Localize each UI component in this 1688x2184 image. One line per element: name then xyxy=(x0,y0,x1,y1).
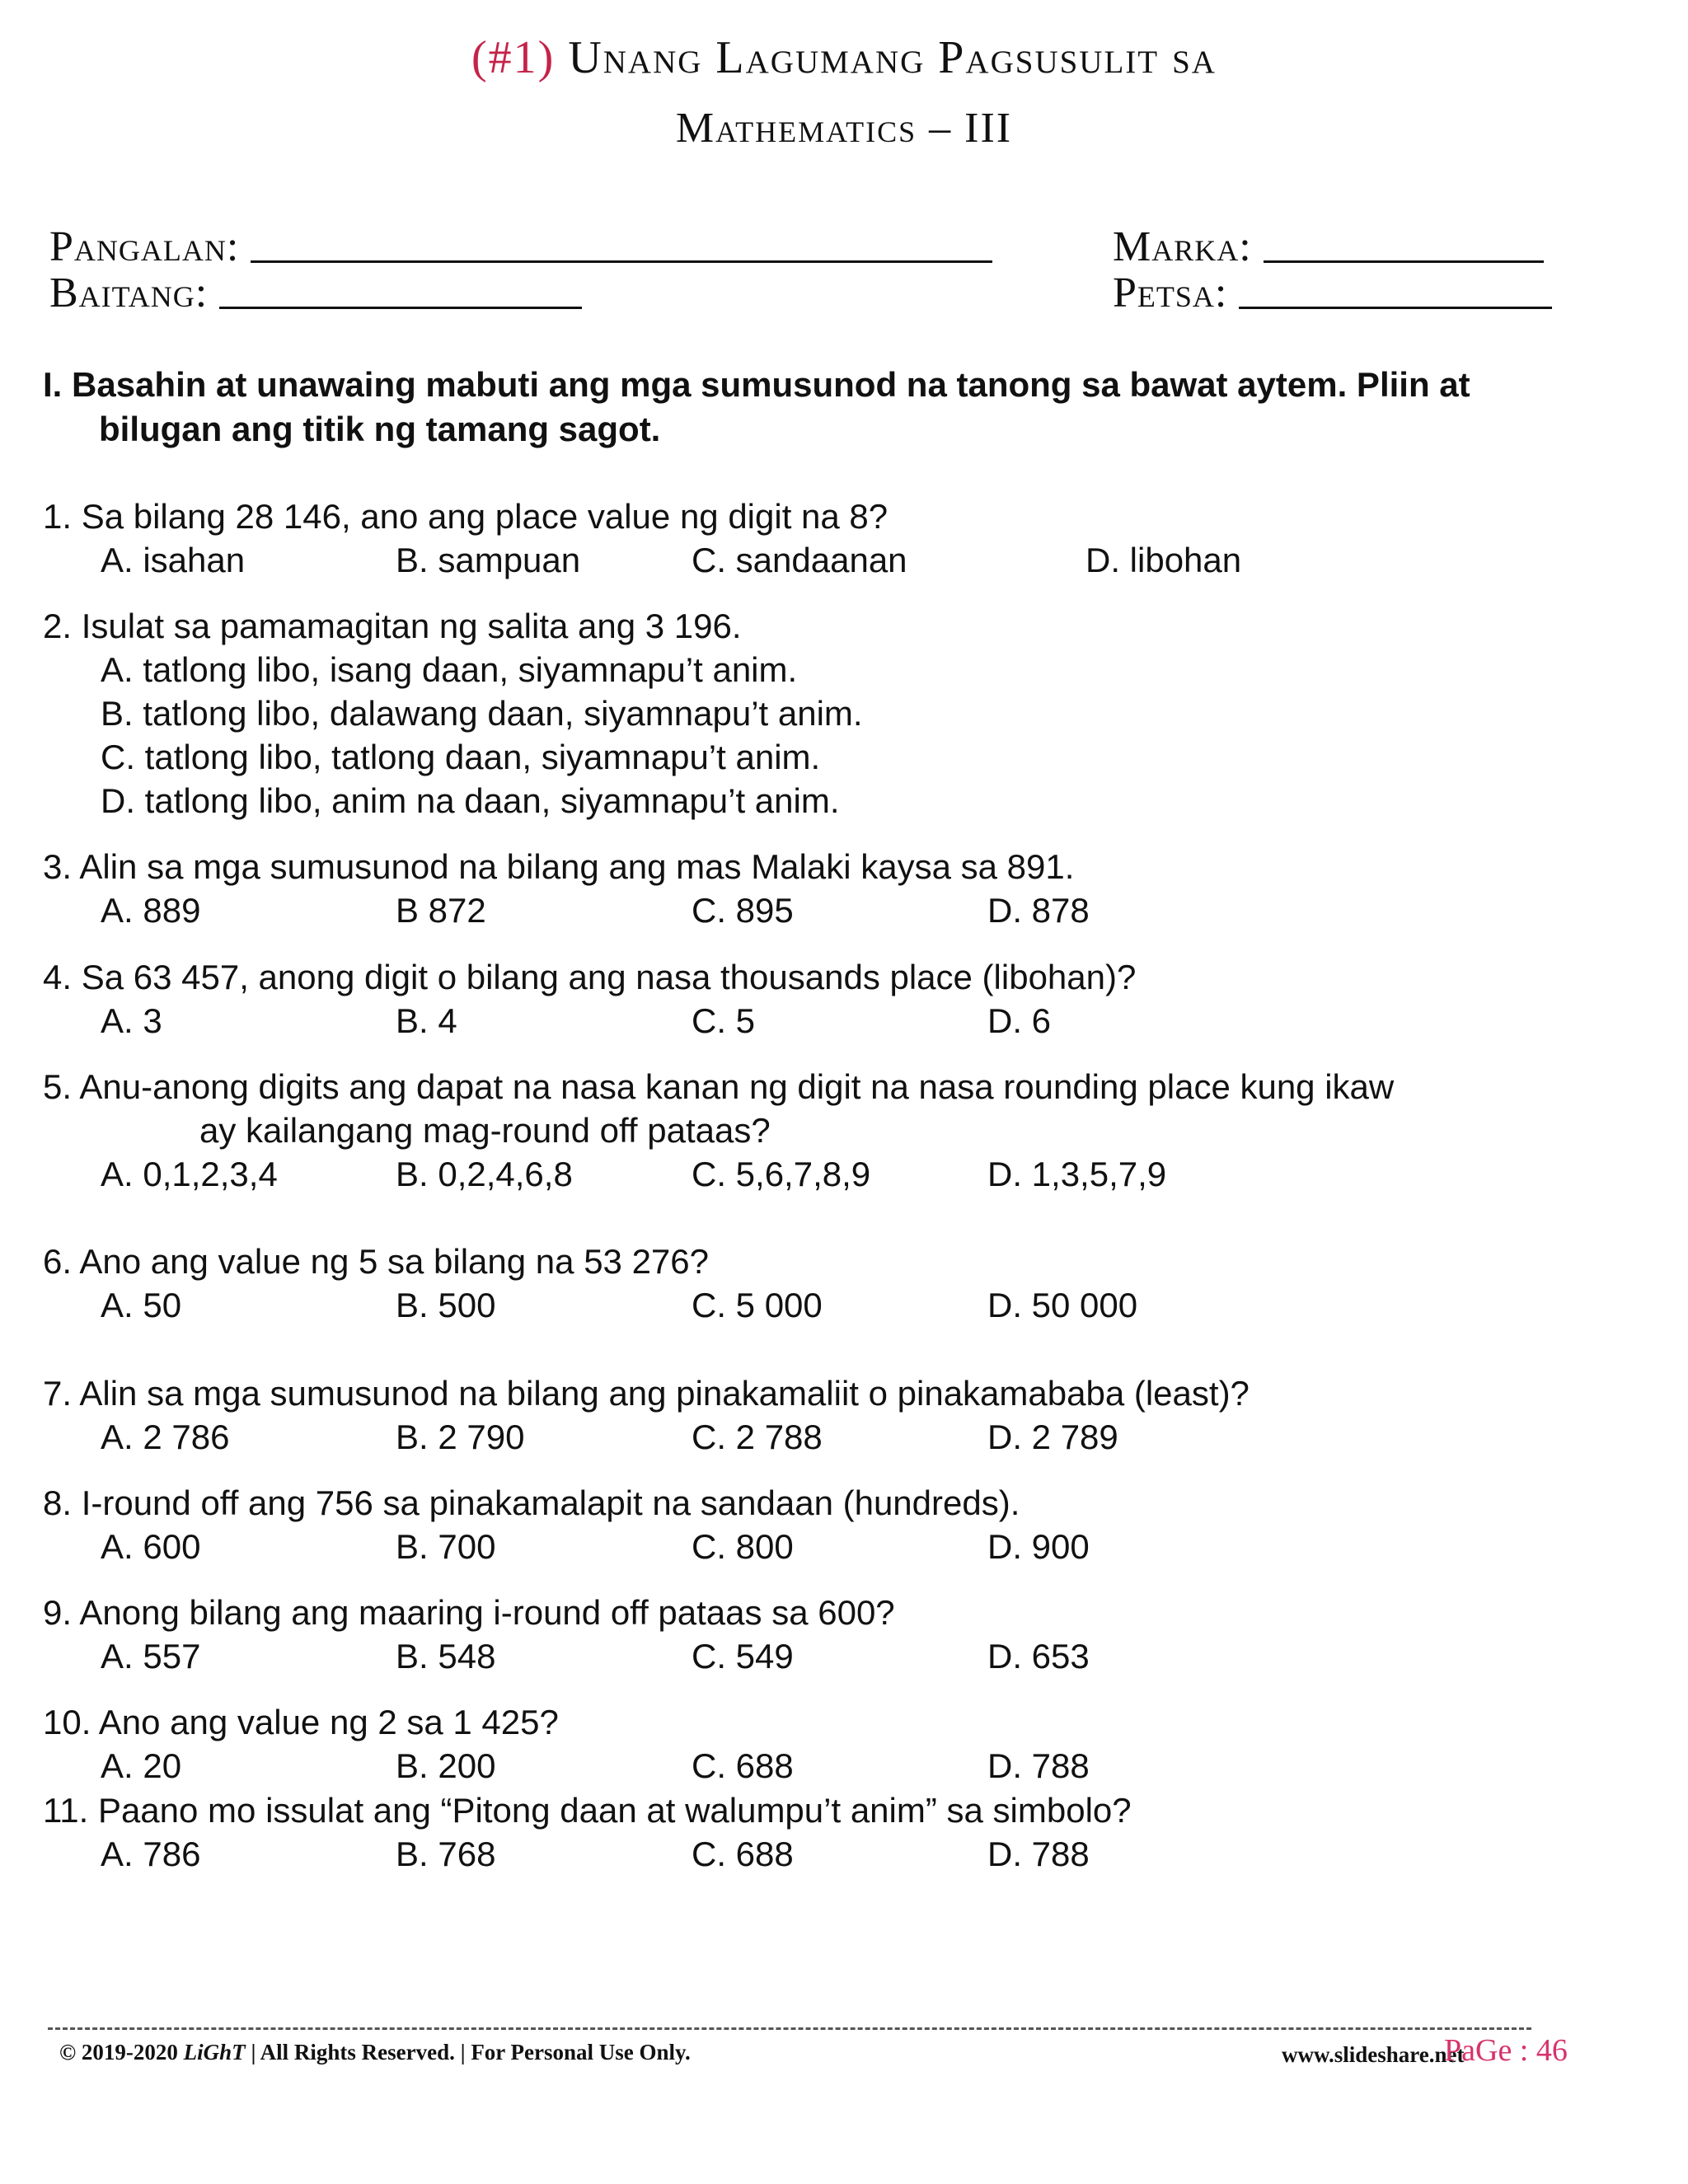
question-stem: 8. I-round off ang 756 sa pinakamalapit na sandaan (hundreds). xyxy=(43,1483,1020,1522)
option-c[interactable]: C. 2 788 xyxy=(692,1418,823,1456)
option-a[interactable]: A. tatlong libo, isang daan, siyamnapu’t anim. xyxy=(101,650,798,689)
question-5 xyxy=(43,1065,1642,1196)
option-d[interactable]: D. 900 xyxy=(987,1527,1090,1566)
option-b[interactable]: B. 700 xyxy=(396,1527,496,1566)
grade-field xyxy=(49,269,582,317)
name-blank[interactable] xyxy=(251,227,992,263)
question-stem: 1. Sa bilang 28 146, ano ang place value ng digit na 8? xyxy=(43,497,889,536)
date-label: Petsa: xyxy=(1113,269,1228,316)
options-row xyxy=(43,1744,1642,1788)
title-line-1 xyxy=(0,31,1688,84)
grade-label: Baitang: xyxy=(49,269,209,316)
option-a[interactable]: A. 50 xyxy=(101,1286,182,1324)
option-a[interactable]: A. 786 xyxy=(101,1835,201,1873)
option-d[interactable]: D. 878 xyxy=(987,891,1090,930)
option-a[interactable]: A. 3 xyxy=(101,1001,162,1040)
option-b[interactable]: B. 768 xyxy=(396,1835,496,1873)
option-b[interactable]: B. 200 xyxy=(396,1746,496,1785)
title-text: Unang Lagumang Pagsusulit sa xyxy=(568,32,1217,83)
question-stem-line-2: ay kailangang mag-round off pataas? xyxy=(199,1111,771,1150)
options-row xyxy=(43,888,1642,932)
options-row xyxy=(43,538,1642,582)
option-c[interactable]: C. 800 xyxy=(692,1527,794,1566)
options-row xyxy=(43,1283,1642,1327)
question-7 xyxy=(43,1371,1642,1459)
grade-blank[interactable] xyxy=(219,274,582,309)
footer-url[interactable]: www.slideshare.net xyxy=(1282,2042,1465,2067)
option-d[interactable]: D. 2 789 xyxy=(987,1418,1118,1456)
option-c[interactable]: C. 5 xyxy=(692,1001,756,1040)
question-6 xyxy=(43,1240,1642,1327)
question-stem: 6. Ano ang value ng 5 sa bilang na 53 276? xyxy=(43,1242,710,1281)
name-field xyxy=(49,223,992,271)
option-a[interactable]: A. 2 786 xyxy=(101,1418,230,1456)
options-row xyxy=(43,999,1642,1043)
options-row xyxy=(43,1525,1642,1568)
options-row xyxy=(43,1152,1642,1196)
options-row xyxy=(43,1832,1642,1876)
option-a[interactable]: A. 20 xyxy=(101,1746,182,1785)
option-d[interactable]: D. 788 xyxy=(987,1835,1090,1873)
question-9 xyxy=(43,1591,1642,1678)
footer-copyright xyxy=(59,2040,691,2065)
option-b[interactable]: B. 548 xyxy=(396,1637,496,1675)
option-d[interactable]: D. 6 xyxy=(987,1001,1052,1040)
option-c[interactable]: C. 549 xyxy=(692,1637,794,1675)
question-stem: 11. Paano mo issulat ang “Pitong daan at walumpu’t anim” sa simbolo? xyxy=(43,1791,1132,1830)
date-field xyxy=(1113,269,1552,317)
name-label: Pangalan: xyxy=(49,223,240,270)
option-d[interactable]: D. tatlong libo, anim na daan, siyamnapu’t anim. xyxy=(101,781,840,820)
question-11 xyxy=(43,1788,1642,1876)
question-stem: 9. Anong bilang ang maaring i-round off pataas sa 600? xyxy=(43,1593,895,1632)
title-line-2: Mathematics – III xyxy=(675,105,1013,152)
date-blank[interactable] xyxy=(1239,274,1552,309)
question-stem: 4. Sa 63 457, anong digit o bilang ang nasa thousands place (libohan)? xyxy=(43,958,1137,996)
option-b[interactable]: B. 2 790 xyxy=(396,1418,525,1456)
question-10 xyxy=(43,1700,1642,1788)
option-a[interactable]: A. 557 xyxy=(101,1637,201,1675)
question-4 xyxy=(43,955,1642,1043)
option-d[interactable]: D. 788 xyxy=(987,1746,1090,1785)
option-b[interactable]: B 872 xyxy=(396,891,486,930)
copyright-text: © 2019-2020 xyxy=(59,2040,178,2064)
option-c[interactable]: C. 895 xyxy=(692,891,794,930)
question-3 xyxy=(43,845,1642,932)
option-c[interactable]: C. 688 xyxy=(692,1835,794,1873)
option-c[interactable]: C. 5,6,7,8,9 xyxy=(692,1155,871,1193)
option-a[interactable]: A. isahan xyxy=(101,541,246,579)
brand-name: LiGhT xyxy=(183,2040,246,2064)
option-b[interactable]: B. 4 xyxy=(396,1001,457,1040)
options-row xyxy=(43,1415,1642,1459)
option-b[interactable]: B. 0,2,4,6,8 xyxy=(396,1155,573,1193)
option-d[interactable]: D. libohan xyxy=(1085,541,1242,579)
question-1 xyxy=(43,494,1642,582)
option-d[interactable]: D. 50 000 xyxy=(987,1286,1138,1324)
instructions-line-1: I. Basahin at unawaing mabuti ang mga sumusunod na tanong sa bawat aytem. Pliin at xyxy=(43,365,1470,404)
question-stem: 7. Alin sa mga sumusunod na bilang ang pinakamaliit o pinakamababa (least)? xyxy=(43,1374,1250,1413)
option-b[interactable]: B. sampuan xyxy=(396,541,581,579)
question-stem: 2. Isulat sa pamamagitan ng salita ang 3 196. xyxy=(43,607,742,645)
question-stem: 3. Alin sa mga sumusunod na bilang ang mas Malaki kaysa sa 891. xyxy=(43,847,1075,886)
test-number: (#1) xyxy=(471,32,556,83)
option-c[interactable]: C. 5 000 xyxy=(692,1286,823,1324)
question-2 xyxy=(43,604,1642,823)
option-a[interactable]: A. 0,1,2,3,4 xyxy=(101,1155,278,1193)
page-number: PaGe : 46 xyxy=(1444,2033,1568,2068)
option-c[interactable]: C. sandaanan xyxy=(692,541,907,579)
footer-divider xyxy=(48,2027,1531,2030)
question-stem-line-1: 5. Anu-anong digits ang dapat na nasa kanan ng digit na nasa rounding place kung ikaw xyxy=(43,1067,1395,1106)
instructions-line-2: bilugan ang titik ng tamang sagot. xyxy=(99,410,661,448)
score-field xyxy=(1113,223,1544,271)
score-label: Marka: xyxy=(1113,223,1252,270)
rights-text: | All Rights Reserved. | For Personal Use Only. xyxy=(251,2040,691,2064)
option-a[interactable]: A. 600 xyxy=(101,1527,201,1566)
question-stem xyxy=(43,1065,1642,1152)
score-blank[interactable] xyxy=(1264,227,1544,263)
option-d[interactable]: D. 1,3,5,7,9 xyxy=(987,1155,1167,1193)
option-b[interactable]: B. 500 xyxy=(396,1286,496,1324)
question-8 xyxy=(43,1481,1642,1568)
option-a[interactable]: A. 889 xyxy=(101,891,201,930)
instructions xyxy=(43,363,1609,452)
option-c[interactable]: C. 688 xyxy=(692,1746,794,1785)
options-row xyxy=(43,1634,1642,1678)
option-b[interactable]: B. tatlong libo, dalawang daan, siyamnapu’t anim. xyxy=(101,694,863,733)
option-d[interactable]: D. 653 xyxy=(987,1637,1090,1675)
question-stem: 10. Ano ang value ng 2 sa 1 425? xyxy=(43,1703,559,1741)
option-c[interactable]: C. tatlong libo, tatlong daan, siyamnapu’t anim. xyxy=(101,738,821,776)
